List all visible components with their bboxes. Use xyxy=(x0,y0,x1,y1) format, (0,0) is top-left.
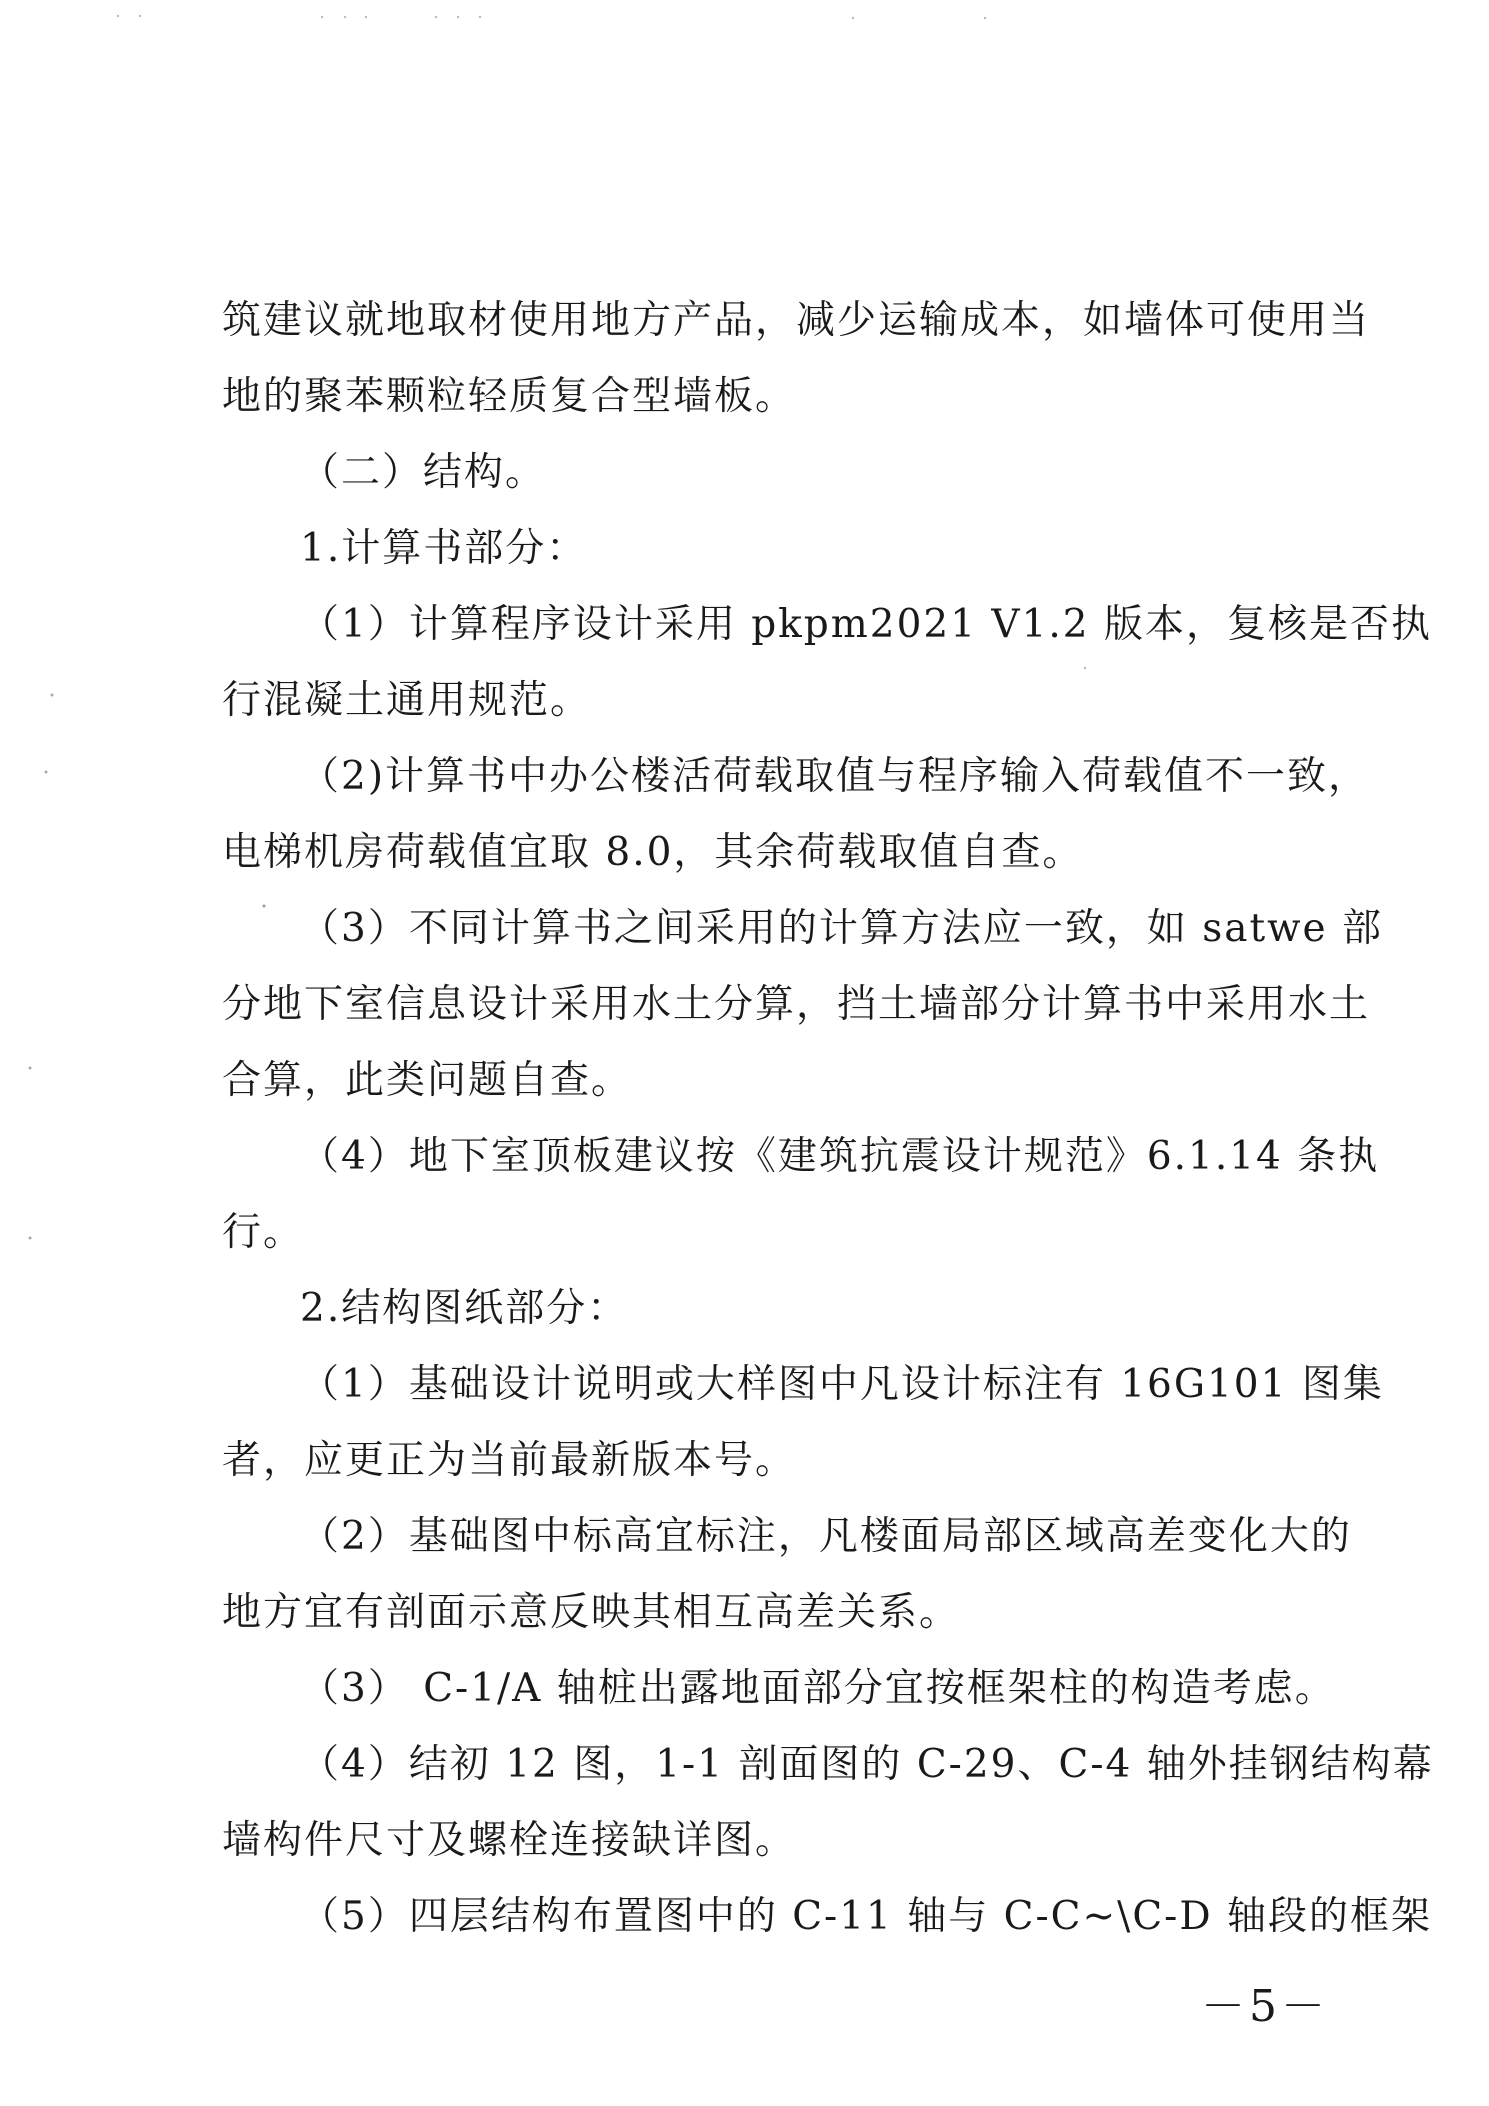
text-line: （2)计算书中办公楼活荷载取值与程序输入荷载值不一致， xyxy=(300,754,1370,799)
text-line: （3） C-1/A 轴桩出露地面部分宜按框架柱的构造考虑。 xyxy=(300,1666,1336,1711)
text-line: 筑建议就地取材使用地方产品，减少运输成本，如墙体可使用当 xyxy=(222,298,1371,343)
text-line: （2）基础图中标高宜标注，凡楼面局部区域高差变化大的 xyxy=(300,1514,1352,1559)
text-line: （1）基础设计说明或大样图中凡设计标注有 16G101 图集 xyxy=(300,1362,1384,1407)
subsection-heading: 1.计算书部分： xyxy=(300,526,588,571)
text-line: （4）结初 12 图，1-1 剖面图的 C-29、C-4 轴外挂钢结构幕 xyxy=(300,1742,1434,1787)
text-line: （5）四层结构布置图中的 C-11 轴与 C-C~\C-D 轴段的框架 xyxy=(300,1894,1433,1939)
text-line: 行。 xyxy=(222,1210,305,1255)
text-line: 分地下室信息设计采用水土分算，挡土墙部分计算书中采用水土 xyxy=(222,982,1371,1027)
page-number: －5－ xyxy=(1201,1981,1329,2032)
document-body xyxy=(222,283,1434,1955)
subsection-heading: 2.结构图纸部分： xyxy=(300,1286,629,1331)
text-line: （1）计算程序设计采用 pkpm2021 V1.2 版本，复核是否执 xyxy=(300,602,1432,647)
text-line: 墙构件尺寸及螺栓连接缺详图。 xyxy=(222,1818,797,1863)
text-line: 行混凝土通用规范。 xyxy=(222,678,592,723)
text-line: 地的聚苯颗粒轻质复合型墙板。 xyxy=(222,374,797,419)
text-line: 地方宜有剖面示意反映其相互高差关系。 xyxy=(222,1590,961,1635)
text-line: 电梯机房荷载值宜取 8.0，其余荷载取值自查。 xyxy=(222,830,1084,875)
text-line: （3）不同计算书之间采用的计算方法应一致，如 satwe 部 xyxy=(300,906,1384,951)
text-line: （4）地下室顶板建议按《建筑抗震设计规范》6.1.14 条执 xyxy=(300,1134,1380,1179)
text-line: 者，应更正为当前最新版本号。 xyxy=(222,1438,797,1483)
text-line: 合算，此类问题自查。 xyxy=(222,1058,633,1103)
section-heading: （二）结构。 xyxy=(300,450,547,495)
